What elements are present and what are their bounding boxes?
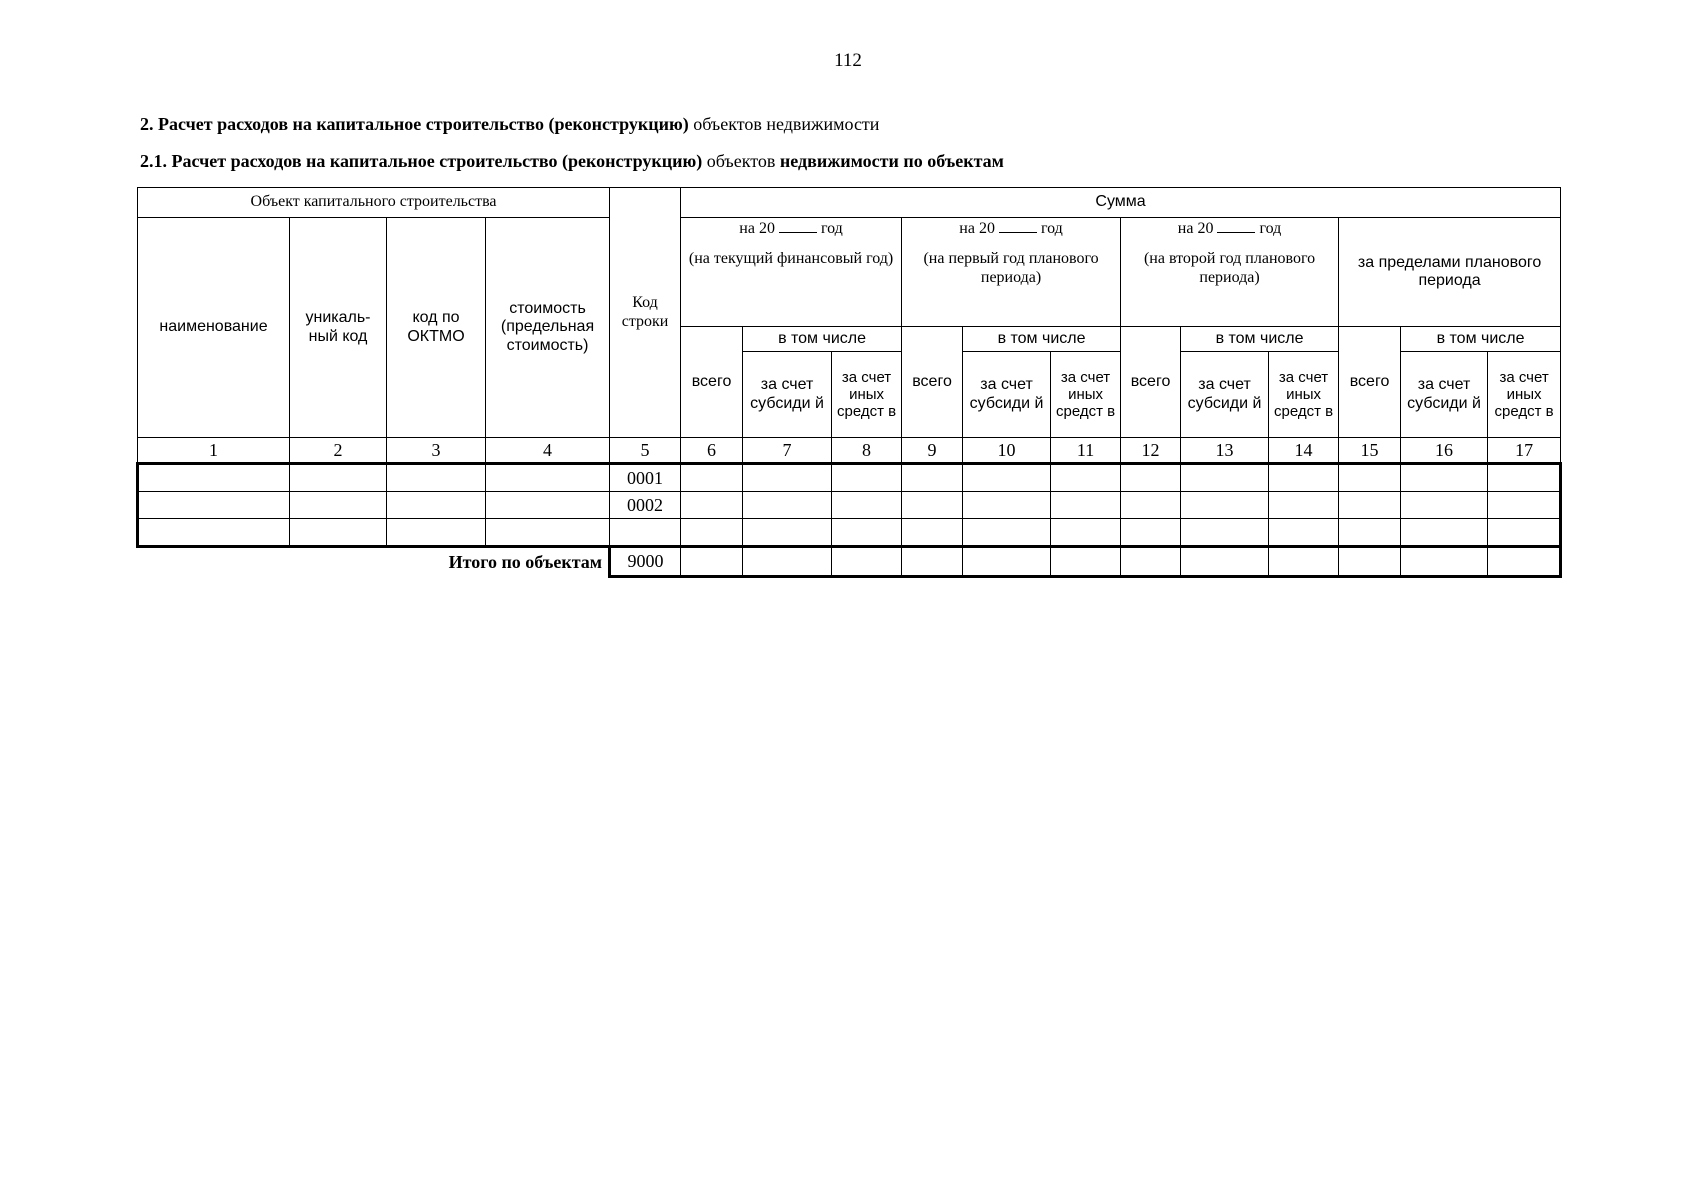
total-value[interactable] — [832, 547, 902, 577]
header-including-3: в том числе — [1181, 327, 1339, 352]
cell-cost[interactable] — [486, 519, 610, 547]
period-current-prefix: на 20 — [739, 220, 775, 237]
cell-row-code: 0001 — [610, 464, 681, 492]
column-number: 11 — [1051, 438, 1121, 464]
section-heading — [140, 114, 879, 135]
column-number: 16 — [1401, 438, 1488, 464]
header-subsidies-4: за счет субсиди й — [1401, 352, 1488, 438]
cell-oktmo[interactable] — [387, 519, 486, 547]
total-value[interactable] — [1051, 547, 1121, 577]
header-subsidies-1: за счет субсиди й — [743, 352, 832, 438]
total-value[interactable] — [1121, 547, 1181, 577]
cell-oktmo[interactable] — [387, 492, 486, 519]
section-heading-bold: 2. Расчет расходов на капитальное строительство (реконструкцию) — [140, 114, 689, 134]
period-second-suffix: год — [1259, 220, 1282, 237]
column-number: 4 — [486, 438, 610, 464]
total-value[interactable] — [1339, 547, 1401, 577]
cell-value[interactable] — [743, 492, 832, 519]
header-other-3: за счет иных средст в — [1269, 352, 1339, 438]
period-current-suffix: год — [820, 220, 843, 237]
cell-unique-code[interactable] — [290, 519, 387, 547]
cell-value[interactable] — [1181, 492, 1269, 519]
header-cost: стоимость (предельная стоимость) — [486, 218, 610, 438]
header-other-2: за счет иных средст в — [1051, 352, 1121, 438]
header-period-first — [902, 218, 1121, 327]
period-first-prefix: на 20 — [959, 220, 995, 237]
header-total-2: всего — [902, 327, 963, 438]
cell-value[interactable] — [1121, 519, 1181, 547]
column-number: 3 — [387, 438, 486, 464]
column-number: 10 — [963, 438, 1051, 464]
cell-value[interactable] — [1269, 492, 1339, 519]
cell-value[interactable] — [681, 492, 743, 519]
cell-oktmo[interactable] — [387, 464, 486, 492]
cell-value[interactable] — [1488, 519, 1561, 547]
total-row-label: Итого по объектам — [448, 551, 603, 572]
table-row — [138, 464, 1561, 492]
header-total-1: всего — [681, 327, 743, 438]
header-other-1: за счет иных средст в — [832, 352, 902, 438]
cell-value[interactable] — [1269, 519, 1339, 547]
cell-value[interactable] — [963, 464, 1051, 492]
cell-value[interactable] — [1401, 492, 1488, 519]
total-value[interactable] — [963, 547, 1051, 577]
section-heading-normal: объектов недвижимости — [693, 114, 880, 134]
column-number: 14 — [1269, 438, 1339, 464]
cell-name[interactable] — [138, 464, 290, 492]
period-second-prefix: на 20 — [1177, 220, 1214, 237]
header-sum-group: Сумма — [681, 188, 1561, 218]
total-value[interactable] — [1401, 547, 1488, 577]
total-value[interactable] — [681, 547, 743, 577]
column-number: 8 — [832, 438, 902, 464]
table-row — [138, 519, 1561, 547]
total-value[interactable] — [1181, 547, 1269, 577]
column-number: 6 — [681, 438, 743, 464]
column-number: 7 — [743, 438, 832, 464]
column-number: 15 — [1339, 438, 1401, 464]
subsection-heading-normal: объектов — [706, 151, 776, 171]
table-row — [138, 492, 1561, 519]
header-name: наименование — [138, 218, 290, 438]
header-other-4: за счет иных средст в — [1488, 352, 1561, 438]
header-including-4: в том числе — [1401, 327, 1561, 352]
header-unique-code: уникаль-ный код — [290, 218, 387, 438]
cell-value[interactable] — [1339, 492, 1401, 519]
column-number: 13 — [1181, 438, 1269, 464]
cell-value[interactable] — [832, 492, 902, 519]
header-period-current — [681, 218, 902, 327]
cell-value[interactable] — [1401, 464, 1488, 492]
period-first-suffix: год — [1040, 220, 1063, 237]
total-row-code: 9000 — [610, 547, 681, 577]
column-number: 1 — [138, 438, 290, 464]
cell-value[interactable] — [902, 464, 963, 492]
cell-name[interactable] — [138, 519, 290, 547]
period-current-note: (на текущий финансовый год) — [688, 250, 894, 268]
cell-value[interactable] — [1051, 492, 1121, 519]
cell-value[interactable] — [1181, 519, 1269, 547]
cell-value[interactable] — [1401, 519, 1488, 547]
column-number: 9 — [902, 438, 963, 464]
cell-row-code — [610, 519, 681, 547]
subsection-heading-bold-tail: недвижимости по объектам — [779, 151, 1004, 171]
cell-value[interactable] — [1339, 519, 1401, 547]
cell-value[interactable] — [1269, 464, 1339, 492]
column-number: 12 — [1121, 438, 1181, 464]
column-number: 17 — [1488, 438, 1561, 464]
cell-value[interactable] — [1121, 464, 1181, 492]
cell-value[interactable] — [832, 464, 902, 492]
cell-value[interactable] — [1488, 492, 1561, 519]
column-number: 2 — [290, 438, 387, 464]
cell-value[interactable] — [681, 464, 743, 492]
cell-row-code: 0002 — [610, 492, 681, 519]
capital-construction-table — [136, 187, 1562, 578]
cell-value[interactable] — [902, 492, 963, 519]
header-oktmo: код по ОКТМО — [387, 218, 486, 438]
cell-value[interactable] — [681, 519, 743, 547]
cell-value[interactable] — [1051, 464, 1121, 492]
total-value[interactable] — [1269, 547, 1339, 577]
cell-name[interactable] — [138, 492, 290, 519]
cell-value[interactable] — [963, 492, 1051, 519]
period-first-note: (на первый год планового периода) — [923, 250, 1099, 286]
total-value[interactable] — [1488, 547, 1561, 577]
cell-unique-code[interactable] — [290, 464, 387, 492]
header-total-3: всего — [1121, 327, 1181, 438]
cell-value[interactable] — [1121, 492, 1181, 519]
total-value[interactable] — [902, 547, 963, 577]
cell-value[interactable] — [1181, 464, 1269, 492]
subsection-heading — [140, 151, 1004, 172]
cell-cost[interactable] — [486, 492, 610, 519]
cell-value[interactable] — [963, 519, 1051, 547]
page-number: 112 — [834, 50, 862, 71]
cell-value[interactable] — [1051, 519, 1121, 547]
header-subsidies-3: за счет субсиди й — [1181, 352, 1269, 438]
cell-unique-code[interactable] — [290, 492, 387, 519]
header-period-beyond: за пределами планового периода — [1339, 218, 1561, 327]
subsection-heading-bold: 2.1. Расчет расходов на капитальное строительство (реконструкцию) — [140, 151, 703, 171]
header-including-2: в том числе — [963, 327, 1121, 352]
cell-value[interactable] — [1339, 464, 1401, 492]
header-subsidies-2: за счет субсиди й — [963, 352, 1051, 438]
header-total-4: всего — [1339, 327, 1401, 438]
total-row — [138, 547, 1561, 577]
period-second-note: (на второй год планового периода) — [1143, 250, 1316, 286]
cell-value[interactable] — [743, 464, 832, 492]
column-number: 5 — [610, 438, 681, 464]
cell-value[interactable] — [1488, 464, 1561, 492]
cell-cost[interactable] — [486, 464, 610, 492]
header-row-code: Код строки — [610, 188, 681, 438]
cell-value[interactable] — [832, 519, 902, 547]
cell-value[interactable] — [743, 519, 832, 547]
header-including-1: в том числе — [743, 327, 902, 352]
total-value[interactable] — [743, 547, 832, 577]
cell-value[interactable] — [902, 519, 963, 547]
header-period-second — [1121, 218, 1339, 327]
header-object-group: Объект капитального строительства — [138, 188, 610, 218]
